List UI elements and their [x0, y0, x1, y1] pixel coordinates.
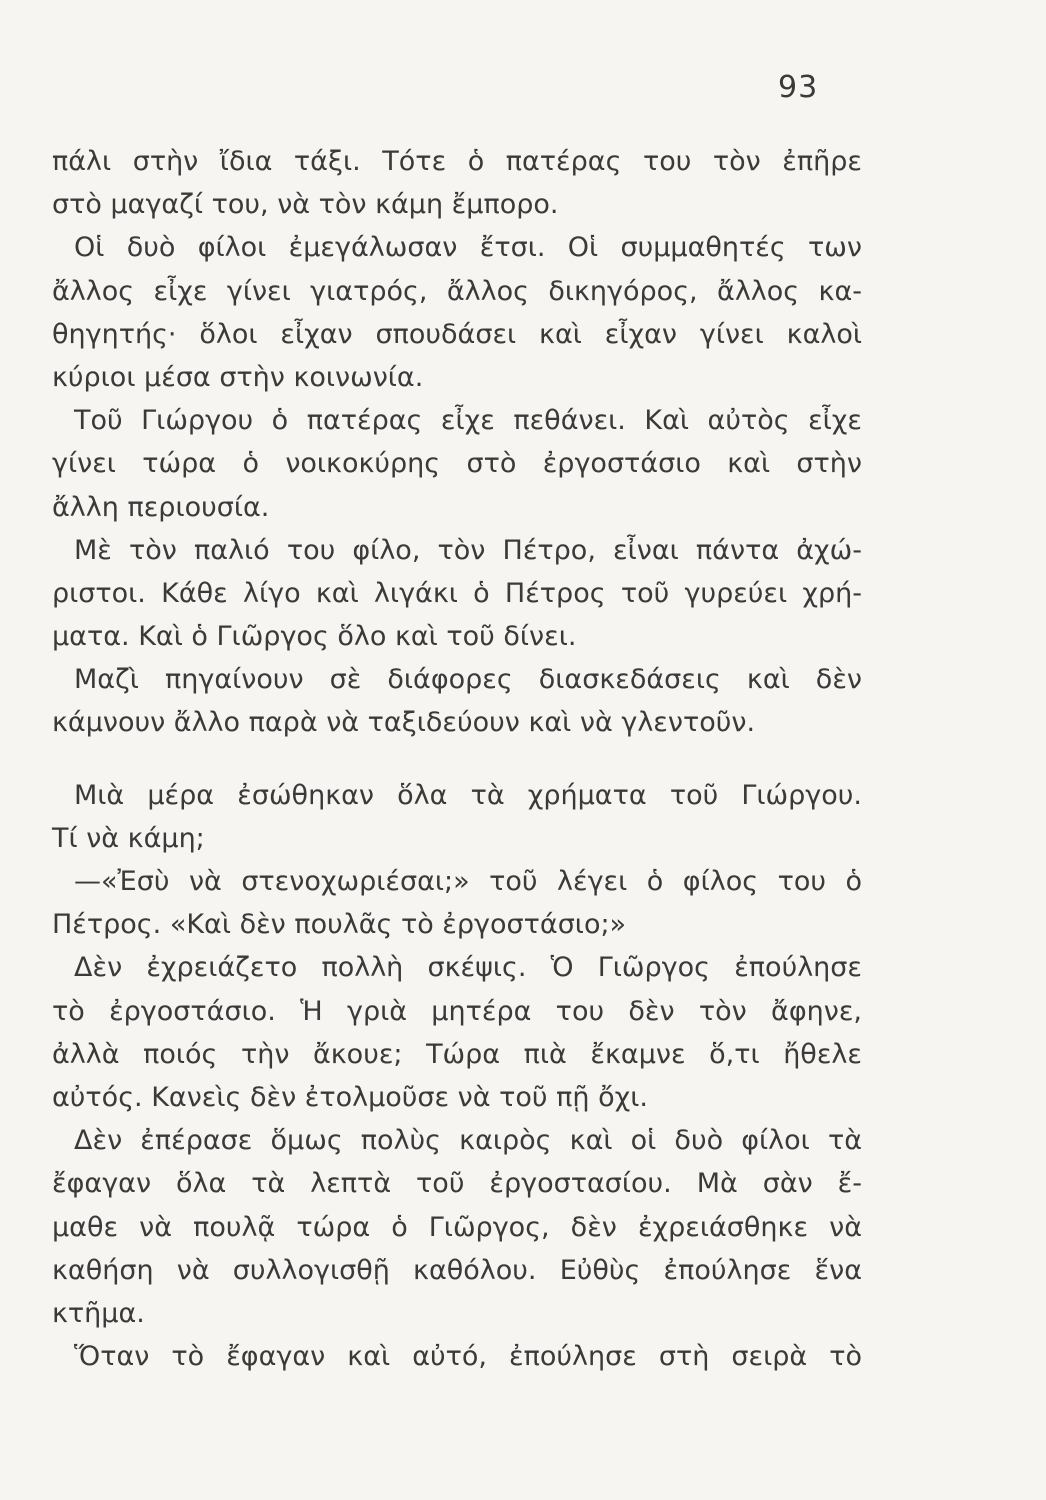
text-line: Τοῦ Γιώργου ὁ πατέρας εἶχε πεθάνει. Καὶ αὐτὸς εἶχε [74, 405, 862, 437]
text-line: ἔφαγαν ὅλα τὰ λεπτὰ τοῦ ἐργοστασίου. Μὰ σὰν ἔ- [52, 1168, 862, 1200]
text-line: Τί νὰ κάμη; [52, 822, 205, 854]
text-line: ἄλλος εἶχε γίνει γιατρός, ἄλλος δικηγόρος, ἄλλος κα- [52, 275, 862, 307]
text-line: μαθε νὰ πουλᾷ τώρα ὁ Γιῶργος, δὲν ἐχρειάσθηκε νὰ [52, 1211, 862, 1243]
text-line: ματα. Καὶ ὁ Γιῶργος ὅλο καὶ τοῦ δίνει. [52, 621, 577, 653]
text-line: Μὲ τὸν παλιό του φίλο, τὸν Πέτρο, εἶναι πάντα ἀχώ- [74, 534, 862, 566]
text-line: αὐτός. Κανεὶς δὲν ἐτολμοῦσε νὰ τοῦ πῇ ὄχι. [52, 1081, 648, 1113]
text-body [52, 140, 862, 1378]
text-line: θηγητής· ὅλοι εἶχαν σπουδάσει καὶ εἶχαν γίνει καλοὶ [52, 318, 862, 350]
text-line: Μιὰ μέρα ἐσώθηκαν ὅλα τὰ χρήματα τοῦ Γιώργου. [74, 779, 862, 811]
page-number: 93 [778, 70, 819, 105]
text-line: ἀλλὰ ποιός τὴν ἄκουε; Τώρα πιὰ ἔκαμνε ὅ,τι ἤθελε [52, 1038, 862, 1070]
text-line: κύριοι μέσα στὴν κοινωνία. [52, 361, 424, 393]
text-line: ἄλλη περιουσία. [52, 491, 270, 523]
text-line: πάλι στὴν ἴδια τάξι. Τότε ὁ πατέρας του τὸν ἐπῆρε [52, 146, 862, 177]
text-line: Ὅταν τὸ ἔφαγαν καὶ αὐτό, ἐπούλησε στὴ σειρὰ τὸ [74, 1341, 862, 1373]
text-line: κάμνουν ἄλλο παρὰ νὰ ταξιδεύουν καὶ νὰ γλεντοῦν. [52, 707, 756, 739]
text-line: Οἱ δυὸ φίλοι ἐμεγάλωσαν ἔτσι. Οἱ συμμαθητές των [74, 232, 862, 264]
text-line: γίνει τώρα ὁ νοικοκύρης στὸ ἐργοστάσιο καὶ στὴν [52, 448, 862, 480]
text-line: Μαζὶ πηγαίνουν σὲ διάφορες διασκεδάσεις καὶ δὲν [74, 664, 862, 696]
text-line: Δὲν ἐπέρασε ὅμως πολὺς καιρὸς καὶ οἱ δυὸ φίλοι τὰ [74, 1125, 862, 1157]
text-line: κτῆμα. [52, 1297, 145, 1329]
text-line: τὸ ἐργοστάσιο. Ἡ γριὰ μητέρα του δὲν τὸν ἄφηνε, [52, 995, 862, 1027]
text-line: ριστοι. Κάθε λίγο καὶ λιγάκι ὁ Πέτρος τοῦ γυρεύει χρή- [52, 577, 862, 609]
paragraph-gap [52, 745, 862, 774]
text-line: καθήση νὰ συλλογισθῇ καθόλου. Εὐθὺς ἐπούλησε ἕνα [52, 1254, 862, 1286]
text-line: Δὲν ἐχρειάζετο πολλὴ σκέψις. Ὁ Γιῶργος ἐπούλησε [74, 952, 862, 984]
text-line: στὸ μαγαζί του, νὰ τὸν κάμη ἔμπορο. [52, 189, 559, 221]
text-line: —«Ἐσὺ νὰ στενοχωριέσαι;» τοῦ λέγει ὁ φίλος του ὁ [74, 866, 862, 897]
text-line: Πέτρος. «Καὶ δὲν πουλᾶς τὸ ἐργοστάσιο;» [52, 909, 627, 941]
